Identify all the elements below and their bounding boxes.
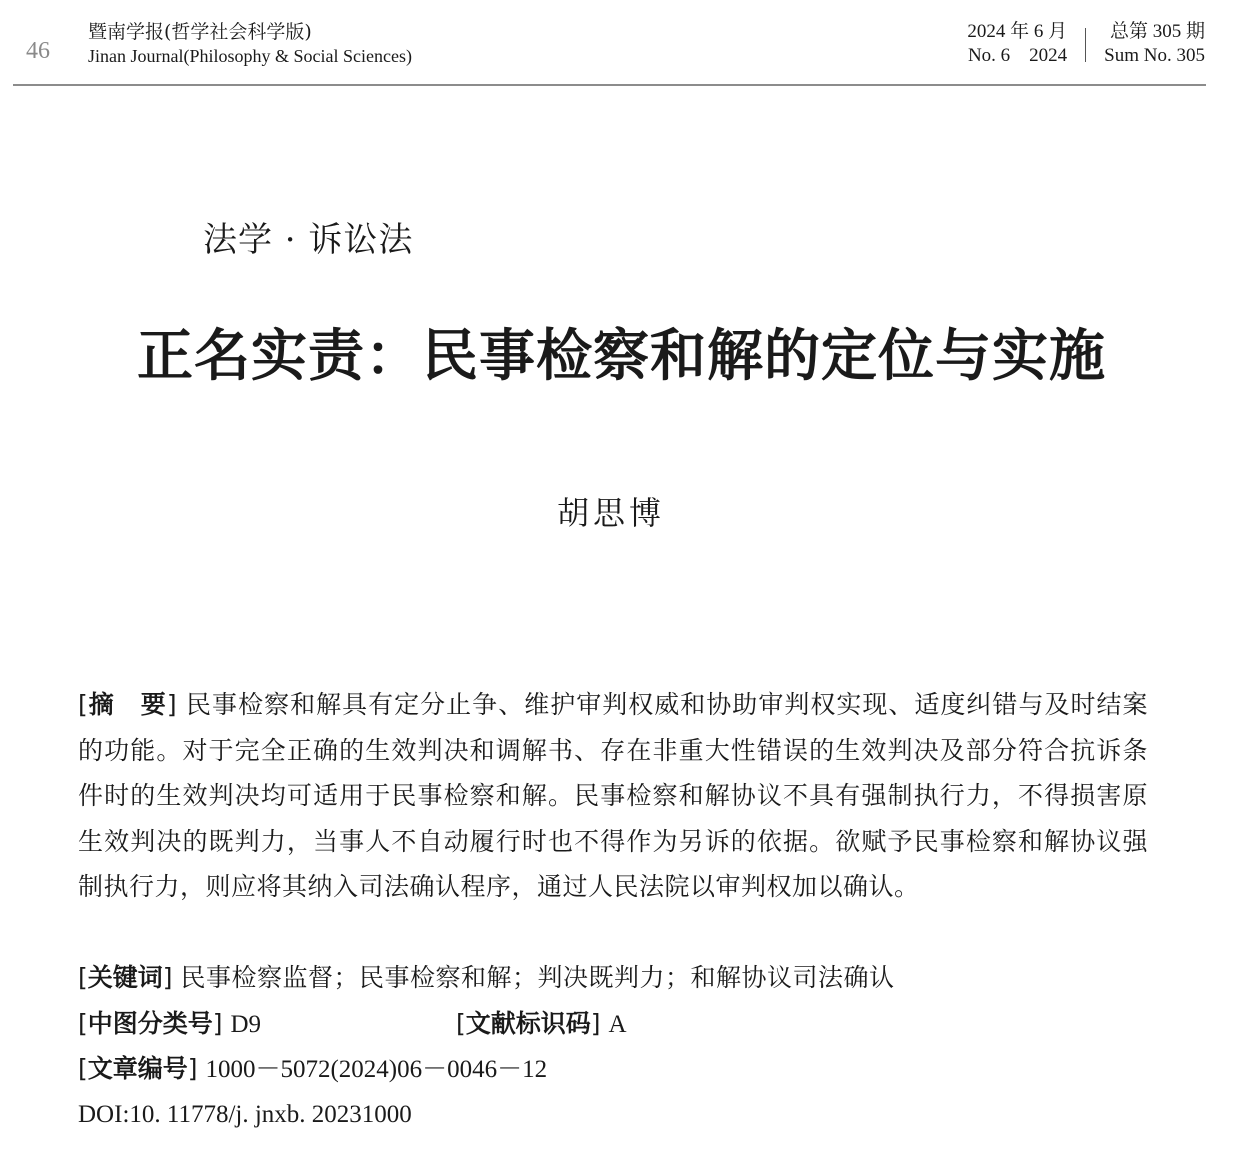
classification-line: [中图分类号] D9 [文献标识码] A	[78, 1001, 261, 1048]
doi-value: 10. 11778/j. jnxb. 20231000	[129, 1101, 412, 1128]
article-title: 正名实责：民事检察和解的定位与实施	[137, 323, 1106, 389]
doi-label: DOI	[78, 1101, 123, 1128]
journal-name-cn: 暨南学报(哲学社会科学版)	[88, 21, 312, 43]
keywords-line: [关键词] 民事检察监督；民事检察和解；判决既判力；和解协议司法确认	[78, 963, 895, 992]
issue-info	[967, 20, 1205, 68]
journal-header	[88, 20, 412, 68]
total-issue-block	[1086, 20, 1205, 68]
document-code-value: A	[608, 1011, 627, 1038]
issue-date-cn: 2024 年 6 月	[967, 21, 1068, 42]
article-number-line: [文章编号] 1000－5072(2024)06－0046－12	[78, 1054, 548, 1083]
article-number-value: 1000－5072(2024)06－0046－12	[205, 1056, 548, 1083]
document-code: [文献标识码] A	[456, 1009, 627, 1038]
total-issue-en: Sum No. 305	[1104, 45, 1205, 66]
abstract: [摘 要] 民事检察和解具有定分止争、维护审判权威和协助审判权实现、适度纠错与及时结案的功能。对于完全正确的生效判决和调解书、存在非重大性错误的生效判决及部分符合抗诉条件时的生效判决均可适用于民事检察和解。民事检察和解协议不具有强制执行力，不得损害原生效判决的既判力，当事人不自动履行时也不得作为另诉的依据。欲赋予民事检察和解协议强制执行力，则应将其纳入司法确认程序，通过人民法院以审判权加以确认。	[78, 690, 1148, 902]
doi-line: DOI:10. 11778/j. jnxb. 20231000	[78, 1101, 412, 1128]
document-code-label: 文献标识码	[465, 1009, 591, 1038]
author-name: 胡思博	[556, 494, 665, 532]
article-number-label: 文章编号	[87, 1054, 188, 1083]
page-number: 46	[26, 38, 50, 64]
classification-label: 中图分类号	[87, 1009, 213, 1038]
classification-value: D9	[230, 1011, 262, 1038]
header-rule	[13, 84, 1206, 86]
keywords-text: 民事检察监督；民事检察和解；判决既判力；和解协议司法确认	[180, 963, 895, 992]
issue-date-block	[967, 20, 1085, 68]
total-issue-cn: 总第 305 期	[1109, 21, 1205, 42]
keywords-label: 关键词	[87, 963, 163, 992]
journal-name-en: Jinan Journal(Philosophy & Social Sciences)	[88, 46, 412, 66]
issue-number-en: No. 6 2024	[967, 45, 1068, 66]
abstract-text: 民事检察和解具有定分止争、维护审判权威和协助审判权实现、适度纠错与及时结案的功能。对于完全正确的生效判决和调解书、存在非重大性错误的生效判决及部分符合抗诉条件时的生效判决均可适用于民事检察和解。民事检察和解协议不具有强制执行力，不得损害原生效判决的既判力，当事人不自动履行时也不得作为另诉的依据。欲赋予民事检察和解协议强制执行力，则应将其纳入司法确认程序，通过人民法院以审判权加以确认。	[78, 690, 1148, 902]
section-label: 法学 · 诉讼法	[203, 220, 414, 260]
abstract-label: 摘 要	[88, 690, 167, 719]
